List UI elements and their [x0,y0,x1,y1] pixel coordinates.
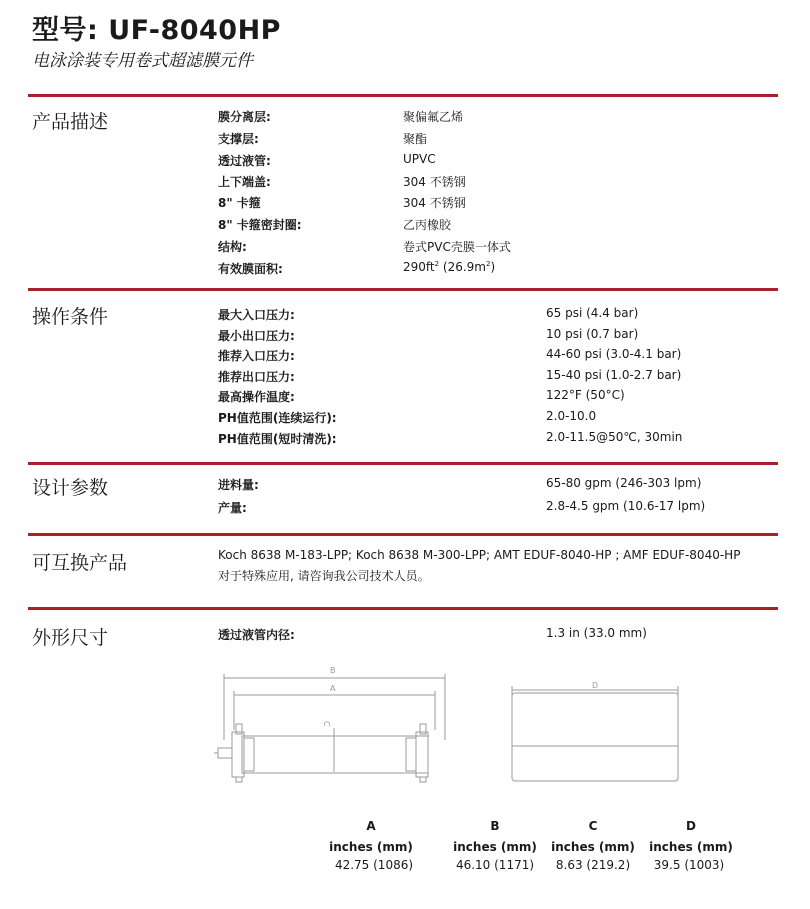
spec-value: 卷式PVC壳膜一体式 [403,240,511,254]
dimension-col-unit: inches (mm) [649,840,733,854]
membrane-shell-drawing [505,678,685,783]
spec-label: 透过液管: [218,154,271,168]
spec-label: 8" 卡箍密封圈: [218,218,302,232]
spec-label: 推荐入口压力: [218,349,295,363]
section-heading-design-parameters: 设计参数 [32,477,109,499]
section-divider [28,607,778,610]
spec-value: 10 psi (0.7 bar) [546,327,639,341]
spec-label: 最小出口压力: [218,329,295,343]
spec-value: UPVC [403,152,436,166]
dimension-col-letter: C [588,819,598,833]
spec-label: PH值范围(连续运行): [218,411,337,425]
section-divider [28,533,778,536]
spec-value: 2.0-11.5@50℃, 30min [546,430,683,444]
spec-value-membrane-area: $290ft^2$ $(26.9m^2)$ [403,260,496,274]
spec-value: 65 psi (4.4 bar) [546,306,639,320]
spec-label: 上下端盖: [218,175,271,189]
dimension-letter-c: C [322,721,331,727]
page-subtitle: 电泳涂装专用卷式超滤膜元件 [32,51,253,71]
spec-value: 65-80 gpm (246-303 lpm) [546,476,702,490]
dimension-col-letter: D [686,819,696,833]
section-heading-operating-conditions: 操作条件 [32,306,109,328]
section-heading-product-description: 产品描述 [32,111,109,133]
spec-label: 有效膜面积: [218,262,283,276]
spec-label: 最高操作温度: [218,390,295,404]
dimension-letter-a: A [330,684,336,693]
spec-value: 聚酯 [403,132,428,146]
spec-value: 15-40 psi (1.0-2.7 bar) [546,368,682,382]
spec-value: 44-60 psi (3.0-4.1 bar) [546,347,682,361]
section-heading-interchangeable: 可互换产品 [32,552,128,574]
spec-label: 推荐出口压力: [218,370,295,384]
spec-value: 304 不锈钢 [403,196,466,210]
spec-value: 乙丙橡胶 [403,218,452,232]
spec-value: 聚偏氟乙烯 [403,110,464,124]
spec-label: 透过液管内径: [218,628,295,642]
interchangeable-models: Koch 8638 M-183-LPP; Koch 8638 M-300-LPP; AMT EDUF-8040-HP ; AMF EDUF-8040-HP [218,548,741,562]
dimension-col-unit: inches (mm) [551,840,635,854]
dimension-col-value: 46.10 (1171) [455,858,535,872]
spec-label: 膜分离层: [218,110,271,124]
element-side-view-drawing [210,660,460,785]
spec-label: 8" 卡箍 [218,196,261,210]
spec-value: 122°F (50°C) [546,388,625,402]
interchangeable-note: 对于特殊应用, 请咨询我公司技术人员。 [218,569,430,583]
section-divider [28,462,778,465]
spec-value: 1.3 in (33.0 mm) [546,626,647,640]
section-heading-dimensions: 外形尺寸 [32,627,109,649]
spec-value: 2.8-4.5 gpm (10.6-17 lpm) [546,499,706,513]
section-divider [28,94,778,97]
dimension-col-value: 8.63 (219.2) [555,858,631,872]
spec-label: 支撑层: [218,132,259,146]
dimension-col-unit: inches (mm) [453,840,537,854]
dimension-letter-d: D [592,681,599,690]
dimension-col-unit: inches (mm) [329,840,413,854]
section-divider [28,288,778,291]
dimension-col-value: 42.75 (1086) [334,858,414,872]
dimension-col-letter: B [490,819,500,833]
spec-label: 进料量: [218,478,259,492]
spec-value: 2.0-10.0 [546,409,597,423]
dimension-letter-b: B [330,666,336,675]
dimension-col-letter: A [366,819,376,833]
dimension-col-value: 39.5 (1003) [653,858,725,872]
spec-value: 304 不锈钢 [403,175,466,189]
page-title: 型号: UF-8040HP [32,15,281,46]
spec-label: 产量: [218,501,247,515]
spec-label: 结构: [218,240,247,254]
spec-label: PH值范围(短时清洗): [218,432,337,446]
spec-label: 最大入口压力: [218,308,295,322]
